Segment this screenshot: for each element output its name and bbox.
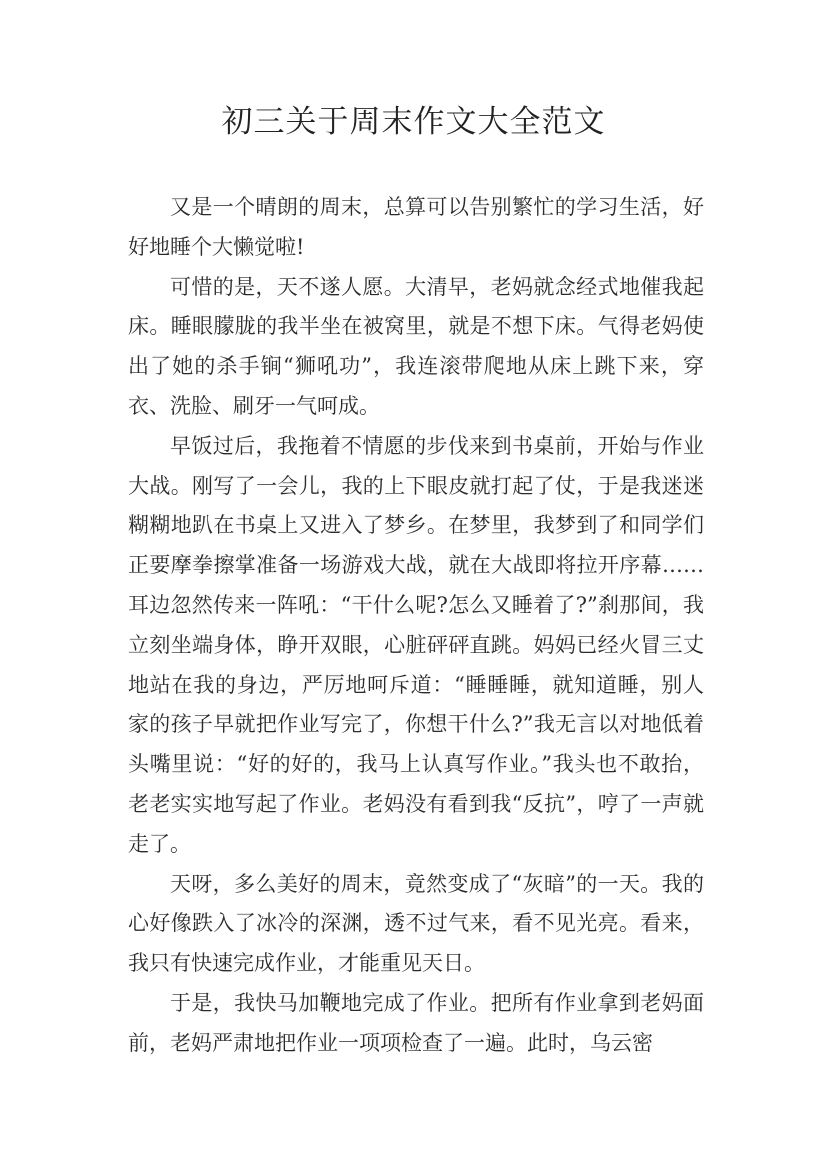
paragraph: 早饭过后，我拖着不情愿的步伐来到书桌前，开始与作业大战。刚写了一会儿，我的上下眼皮就打起了仗，于是我迷迷糊糊地趴在书桌上又进入了梦乡。在梦里，我梦到了和同学们正要摩拳擦掌准备一场游戏大战，就在大战即将拉开序幕……耳边忽然传来一阵吼：“干什么呢?怎么又睡着了?”刹那间，我立刻坐端身体，睁开双眼，心脏砰砰直跳。妈妈已经火冒三丈地站在我的身边，严厉地呵斥道：“睡睡睡，就知道睡，别人家的孩子早就把作业写完了，你想干什么?”我无言以对地低着头嘴里说：“好的好的，我马上认真写作业。”我头也不敢抬，老老实实地写起了作业。老妈没有看到我“反抗”，哼了一声就走了。 bbox=[128, 433, 704, 856]
paragraph: 天呀，多么美好的周末，竟然变成了“灰暗”的一天。我的心好像跌入了冰冷的深渊，透不过气来，看不见光亮。看来，我只有快速完成作业，才能重见天日。 bbox=[128, 871, 704, 976]
paragraph: 于是，我快马加鞭地完成了作业。把所有作业拿到老妈面前，老妈严肃地把作业一项项检查了一遍。此时，乌云密 bbox=[128, 990, 704, 1055]
document-title: 初三关于周末作文大全范文 bbox=[221, 104, 606, 140]
paragraph: 可惜的是，天不遂人愿。大清早，老妈就念经式地催我起床。睡眼朦胧的我半坐在被窝里，就是不想下床。气得老妈使出了她的杀手锏“狮吼功”，我连滚带爬地从床上跳下来，穿衣、洗脸、刷牙一气呵成。 bbox=[128, 274, 704, 418]
document-body bbox=[128, 188, 704, 1064]
paragraph: 又是一个晴朗的周末，总算可以告别繁忙的学习生活，好好地睡个大懒觉啦! bbox=[128, 195, 704, 259]
